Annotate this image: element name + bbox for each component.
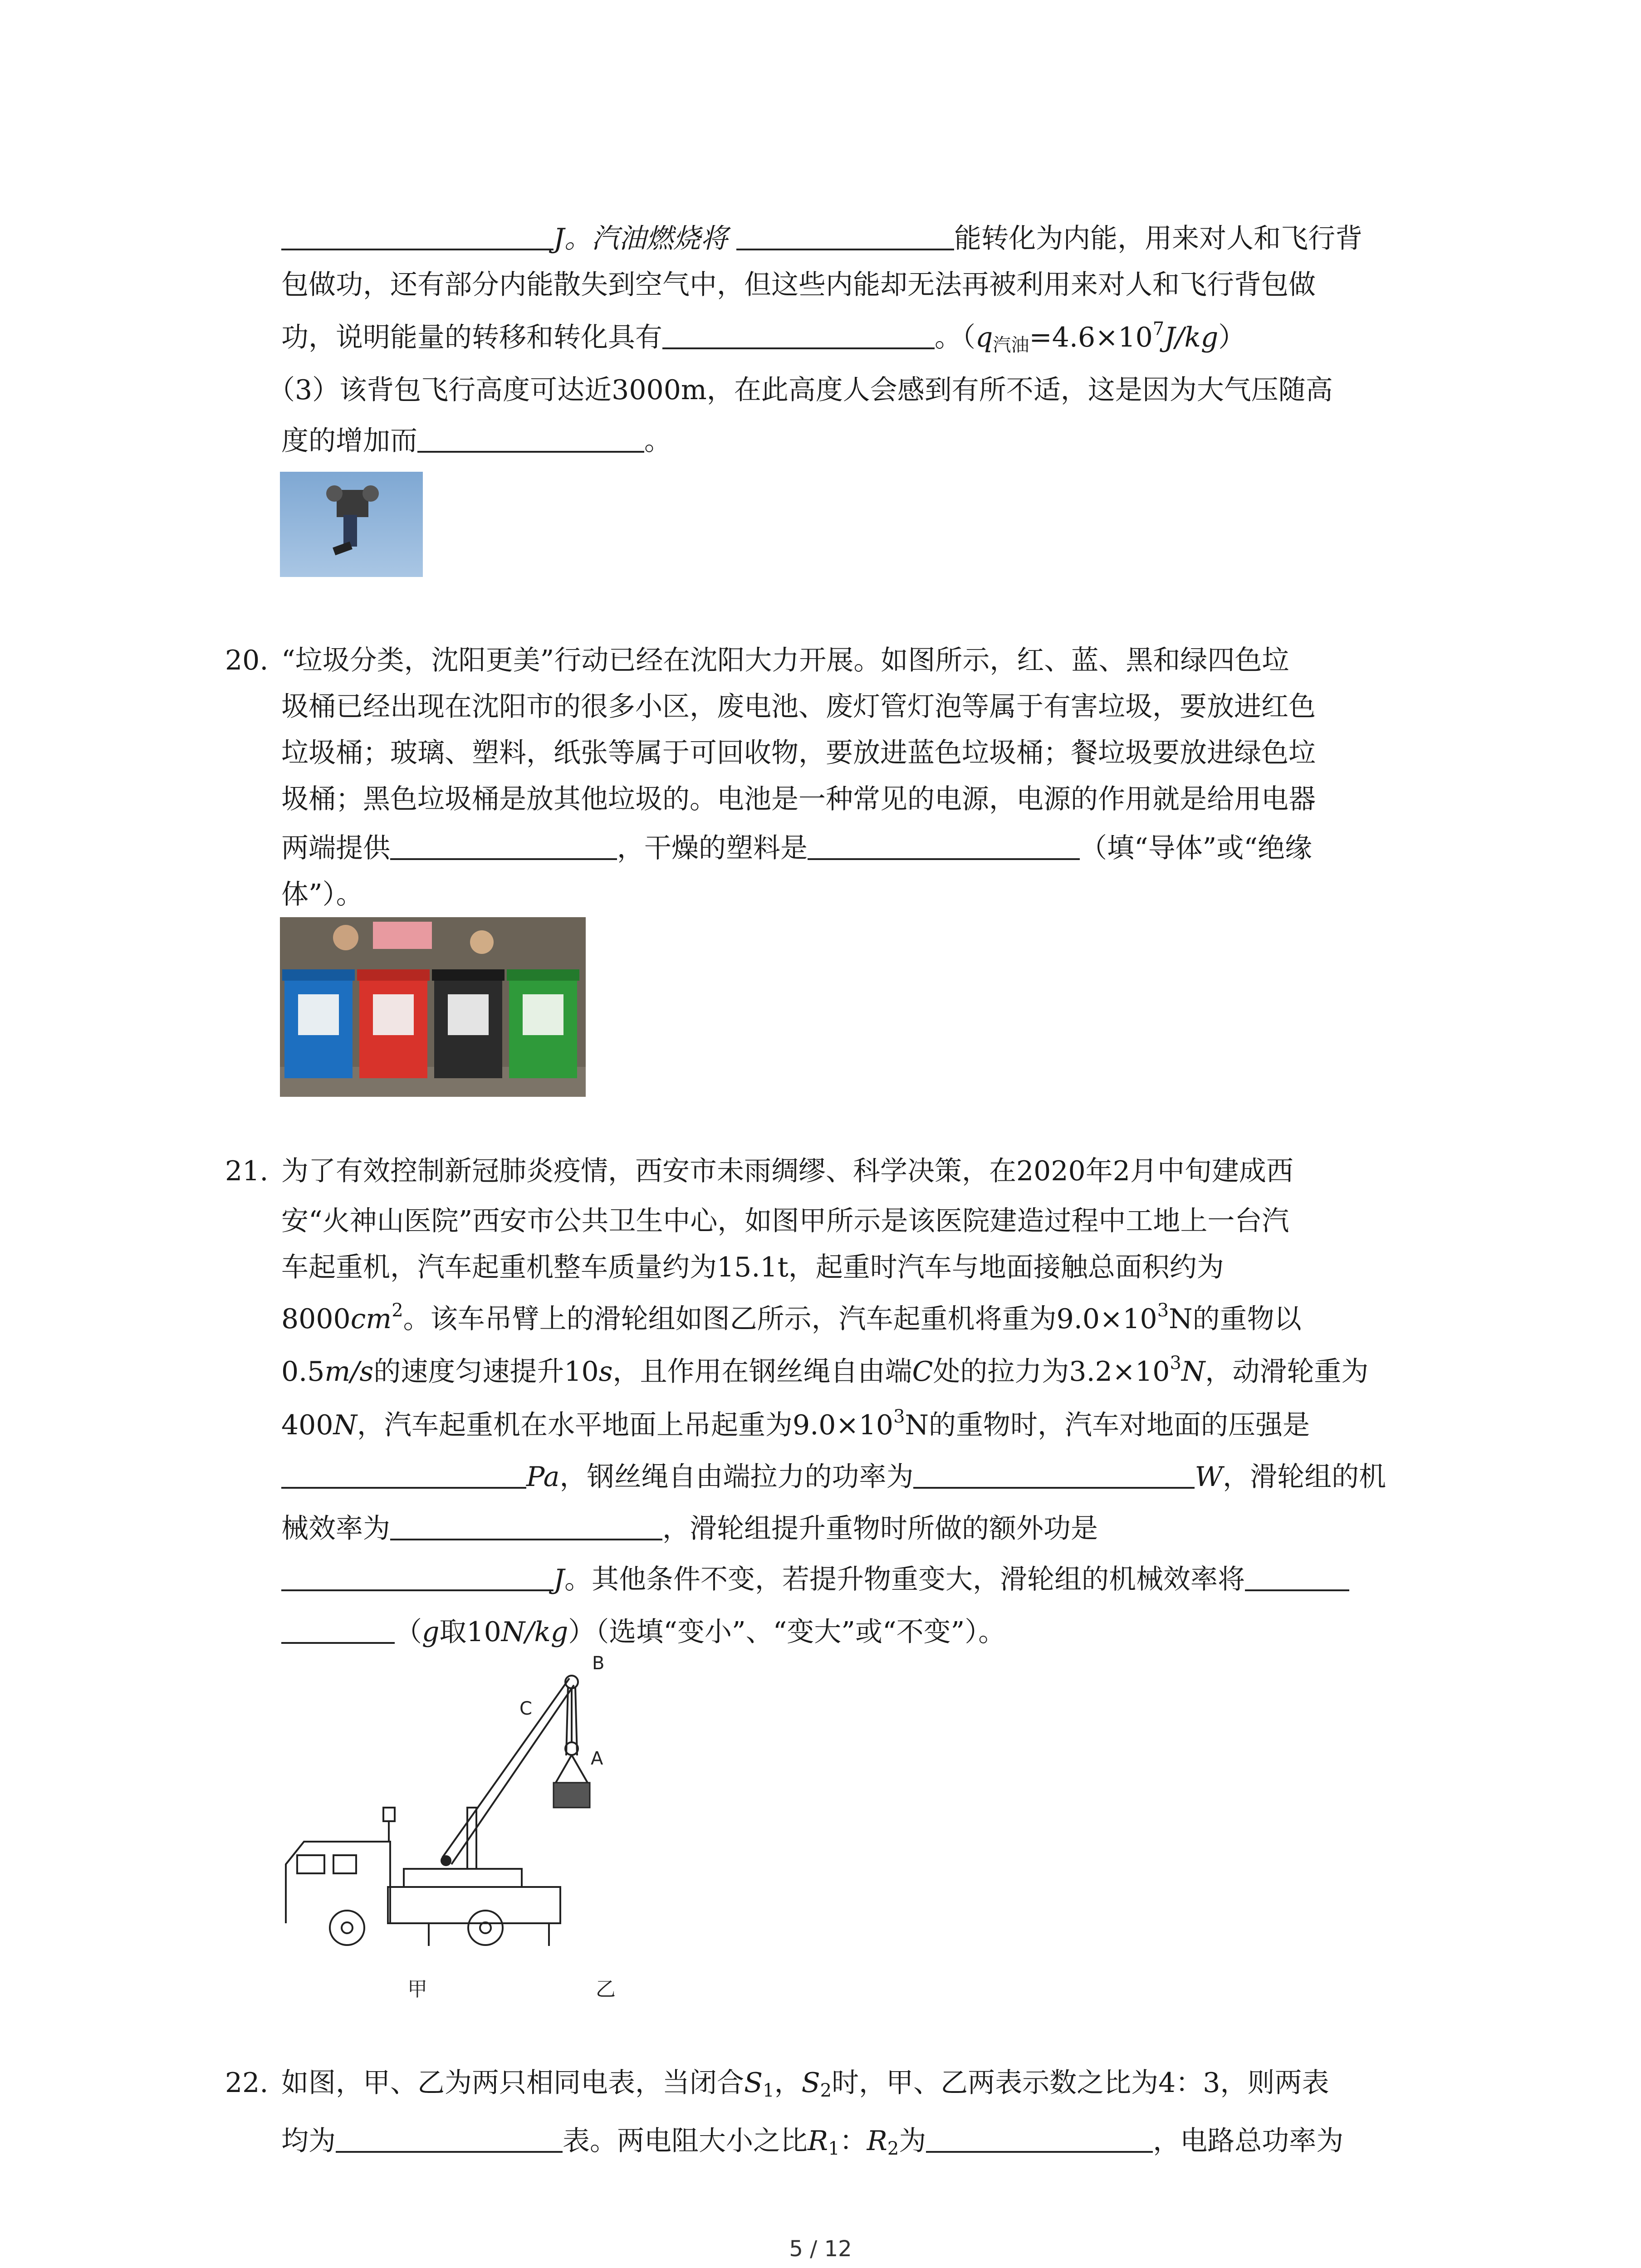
q21-line-1: 为了有效控制新冠肺炎疫情，西安市未雨绸缪、科学决策，在2020年2月中旬建成西	[281, 1155, 1293, 1187]
answer-blank[interactable]	[281, 1561, 554, 1591]
q19-line-1: J。汽油燃烧将 能转化为内能，用来对人和飞行背	[281, 220, 1362, 258]
answer-blank[interactable]	[336, 2123, 563, 2153]
answer-blank[interactable]	[926, 2123, 1153, 2153]
figure-label-jia: 甲	[407, 1978, 427, 2001]
answer-blank[interactable]	[281, 220, 554, 250]
q21-line-8: 械效率为 ，滑轮组提升重物时所做的额外功是	[281, 1510, 1098, 1548]
answer-blank[interactable]	[281, 1614, 395, 1644]
q21-line-7: Pa，钢丝绳自由端拉力的功率为 W，滑轮组的机	[281, 1458, 1386, 1496]
label-A: A	[591, 1748, 603, 1769]
label-B: B	[592, 1653, 605, 1674]
q21-line-4: $8000cm^2$。该车吊臂上的滑轮组如图乙所示，汽车起重机将重为$9.0\times 10^3N$的重物以	[281, 1300, 1302, 1335]
q21-line-3: 车起重机，汽车起重机整车质量约为15.1t，起重时汽车与地面接触总面积约为	[281, 1251, 1224, 1283]
q21-line-2: 安“火神山医院”西安市公共卫生中心，如图甲所示是该医院建造过程中工地上一台汽	[281, 1205, 1289, 1237]
q20-line-3: 垃圾桶；玻璃、塑料，纸张等属于可回收物，要放进蓝色垃圾桶；餐垃圾要放进绿色垃	[281, 737, 1316, 769]
q22-line-2: 均为 表。两电阻大小之比$R_1$：$R_2$为 ，电路总功率为	[281, 2122, 1343, 2160]
answer-blank[interactable]	[281, 1459, 526, 1489]
q20-line-6: 体”）。	[281, 879, 363, 910]
garbage-bins-photo	[280, 917, 586, 1097]
q21-line-6: 400N，汽车起重机在水平地面上吊起重为$9.0\times 10^3N$的重物时，汽车对地面的压强是	[281, 1406, 1310, 1441]
answer-blank[interactable]	[662, 319, 935, 349]
answer-blank[interactable]	[808, 830, 1080, 860]
q20-line-5: 两端提供 ，干燥的塑料是 （填“导体”或“绝缘	[281, 829, 1312, 867]
q21-line-10: （g取10N/kg）（选填“变小”、“变大”或“不变”）。	[281, 1613, 1005, 1651]
answer-blank[interactable]	[390, 830, 617, 860]
q21-line-9: J。其他条件不变，若提升物重变大，滑轮组的机械效率将	[281, 1560, 1349, 1598]
answer-blank[interactable]	[390, 1510, 662, 1540]
q21-line-5: 0.5m/s的速度匀速提升10s，且作用在钢丝绳自由端C处的拉力为$3.2\times 10^3N$，动滑轮重为	[281, 1353, 1369, 1388]
jetpack-flyer-photo	[280, 472, 423, 577]
q19-line-4: （3）该背包飞行高度可达近3000m，在此高度人会感到有所不适，这是因为大气压随高	[268, 374, 1333, 406]
q20-line-1: “垃圾分类，沈阳更美”行动已经在沈阳大力开展。如图所示，红、蓝、黑和绿四色垃	[281, 645, 1289, 676]
q20-line-2: 圾桶已经出现在沈阳市的很多小区，废电池、废灯管灯泡等属于有害垃圾，要放进红色	[281, 691, 1316, 723]
q22-number: 22.	[225, 2067, 269, 2099]
answer-blank[interactable]	[736, 220, 954, 250]
figure-label-yi: 乙	[596, 1978, 616, 2001]
answer-blank[interactable]	[913, 1459, 1195, 1489]
q19-line-2: 包做功，还有部分内能散失到空气中，但这些内能却无法再被利用来对人和飞行背包做	[281, 269, 1316, 301]
answer-blank[interactable]	[1245, 1561, 1349, 1591]
q19-line-3: 功，说明能量的转移和转化具有 。$(q_{汽油}=4.6\times 10^7J/kg)$	[281, 318, 1246, 356]
page-number: 5 / 12	[789, 2236, 852, 2262]
q22-line-1: 如图，甲、乙为两只相同电表，当闭合$S_1$，$S_2$时，甲、乙两表示数之比为4：3，则两表	[281, 2067, 1329, 2101]
q19-line-5: 度的增加而 。	[281, 422, 671, 460]
answer-blank[interactable]	[417, 423, 644, 453]
q20-line-4: 圾桶；黑色垃圾桶是放其他垃圾的。电池是一种常见的电源，电源的作用就是给用电器	[281, 783, 1316, 815]
label-C: C	[519, 1698, 532, 1719]
q21-number: 21.	[225, 1155, 269, 1187]
q20-number: 20.	[225, 645, 269, 676]
crane-truck-figure	[272, 1651, 635, 2005]
